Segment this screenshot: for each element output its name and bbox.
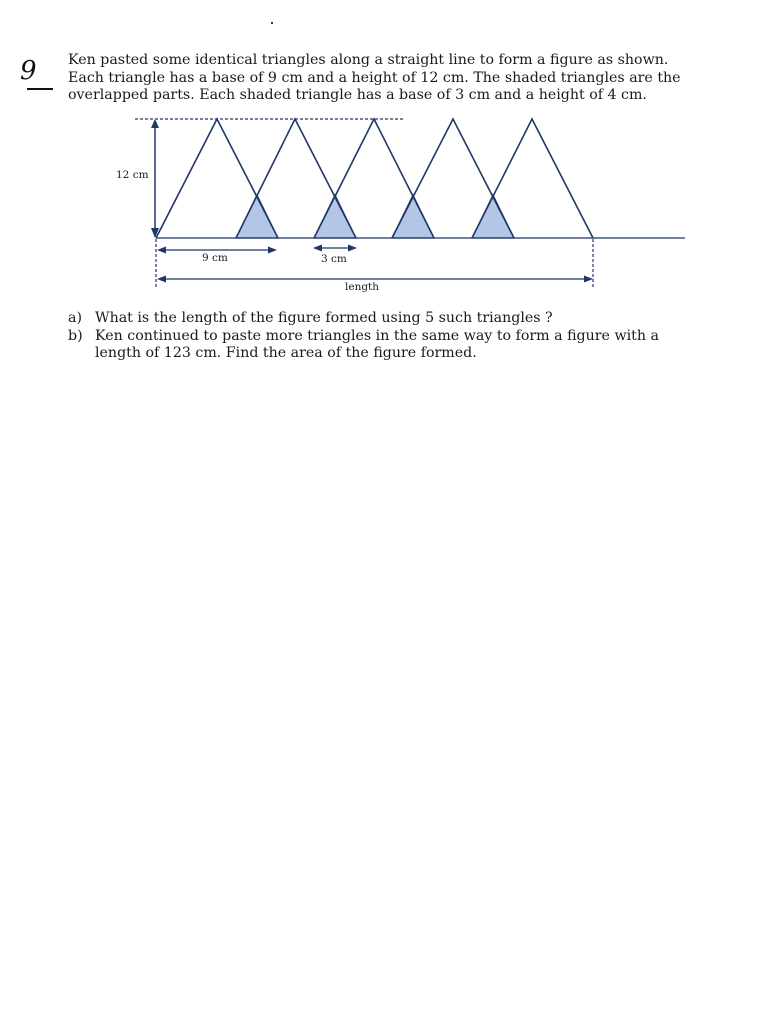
length-arrow-head-right — [584, 276, 593, 283]
part-a — [68, 310, 708, 328]
part-b-label: b) — [68, 327, 83, 344]
overlap-arrow-head-right — [348, 245, 357, 252]
base-arrow-head-left — [157, 247, 166, 254]
part-a-label: a) — [68, 310, 82, 326]
base-arrow-head-right — [268, 247, 277, 254]
question-number-underline — [27, 88, 53, 90]
height-label: 12 cm — [116, 169, 149, 181]
length-arrow-head-left — [157, 276, 166, 283]
problem-statement: Ken pasted some identical triangles along a straight line to form a figure as shown. Each triangle has a base of 9 cm and a height of 12 cm. The shaded triangles are the overlapped parts. Each shaded triangle has a base of 3 cm and a height of 4 cm. — [68, 52, 681, 103]
overlap-triangle-2 — [314, 195, 356, 238]
overlap-triangle-4 — [472, 195, 514, 238]
overlap-arrow-head-left — [313, 245, 322, 252]
height-arrow-head-top — [151, 119, 159, 128]
base-label: 9 cm — [202, 252, 228, 264]
triangle-figure — [0, 110, 768, 300]
part-b — [68, 328, 708, 363]
overlap-triangle-3 — [392, 195, 434, 238]
question-parts — [68, 310, 708, 363]
part-b-text: Ken continued to paste more triangles in the same way to form a figure with a length of 123 cm. Find the area of the figure formed. — [95, 327, 659, 361]
question-number: 9 — [20, 56, 37, 86]
length-label: length — [345, 281, 380, 293]
overlap-triangle-1 — [236, 195, 278, 238]
part-a-text: What is the length of the figure formed using 5 such triangles ? — [95, 310, 553, 326]
stray-dot — [271, 22, 273, 24]
overlap-label: 3 cm — [321, 253, 347, 265]
